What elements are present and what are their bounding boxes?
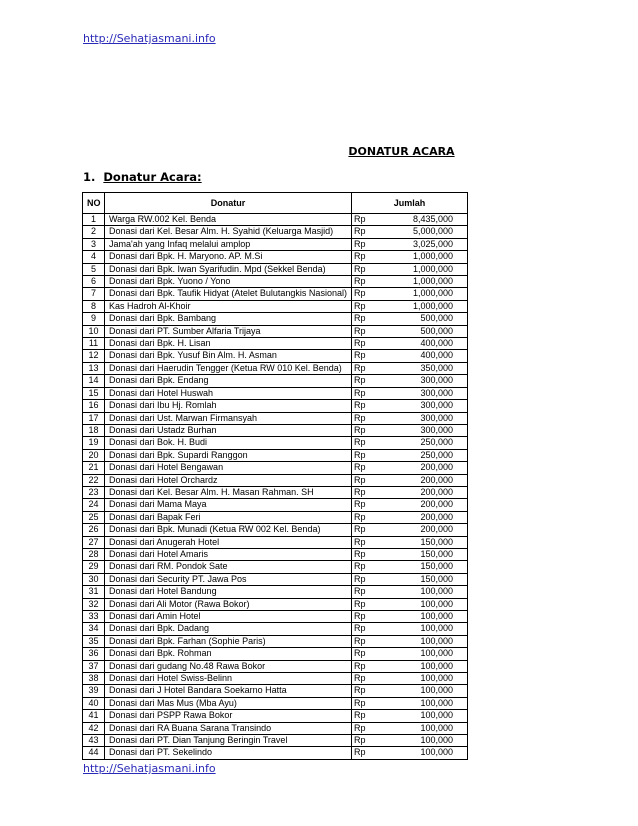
row-number: 24 [83, 499, 105, 511]
donation-amount: 100,000 [382, 611, 468, 623]
currency-label: Rp [352, 710, 382, 722]
table-row [83, 362, 468, 374]
table-row [83, 375, 468, 387]
donor-name: Donasi dari Bpk. Yuono / Yono [105, 276, 352, 288]
row-number: 12 [83, 350, 105, 362]
row-number: 21 [83, 462, 105, 474]
donation-amount: 1,000,000 [382, 300, 468, 312]
currency-label: Rp [352, 400, 382, 412]
table-row [83, 449, 468, 461]
currency-label: Rp [352, 573, 382, 585]
table-row [83, 548, 468, 560]
table-row [83, 387, 468, 399]
donor-name: Donasi dari Hotel Bengawan [105, 462, 352, 474]
table-row [83, 238, 468, 250]
donation-amount: 3,025,000 [382, 238, 468, 250]
currency-label: Rp [352, 251, 382, 263]
table-row [83, 350, 468, 362]
donor-name: Donasi dari Bpk. Rohman [105, 648, 352, 660]
donation-amount: 100,000 [382, 660, 468, 672]
donation-amount: 100,000 [382, 697, 468, 709]
donation-amount: 200,000 [382, 499, 468, 511]
currency-label: Rp [352, 226, 382, 238]
header-link[interactable]: http://Sehatjasmani.info [83, 32, 216, 45]
row-number: 15 [83, 387, 105, 399]
table-row [83, 673, 468, 685]
donation-amount: 300,000 [382, 375, 468, 387]
currency-label: Rp [352, 611, 382, 623]
donation-amount: 250,000 [382, 437, 468, 449]
donor-name: Donasi dari Hotel Huswah [105, 387, 352, 399]
table-row [83, 611, 468, 623]
donor-name: Donasi dari PT. Sekelindo [105, 747, 352, 759]
donor-name: Donasi dari Anugerah Hotel [105, 536, 352, 548]
table-row [83, 251, 468, 263]
donor-name: Donasi dari RA Buana Sarana Transindo [105, 722, 352, 734]
table-row [83, 214, 468, 226]
donation-amount: 1,000,000 [382, 288, 468, 300]
donation-amount: 100,000 [382, 586, 468, 598]
header-jumlah: Jumlah [352, 193, 468, 214]
currency-label: Rp [352, 524, 382, 536]
row-number: 8 [83, 300, 105, 312]
currency-label: Rp [352, 313, 382, 325]
table-row [83, 400, 468, 412]
donation-amount: 100,000 [382, 635, 468, 647]
donor-name: Donasi dari PT. Dian Tanjung Beringin Travel [105, 735, 352, 747]
donation-amount: 150,000 [382, 573, 468, 585]
row-number: 9 [83, 313, 105, 325]
donor-name: Donasi dari Kel. Besar Alm. H. Masan Rahman. SH [105, 486, 352, 498]
donation-amount: 200,000 [382, 462, 468, 474]
currency-label: Rp [352, 214, 382, 226]
table-row [83, 573, 468, 585]
table-row [83, 561, 468, 573]
currency-label: Rp [352, 673, 382, 685]
row-number: 22 [83, 474, 105, 486]
row-number: 14 [83, 375, 105, 387]
currency-label: Rp [352, 648, 382, 660]
table-header-row [83, 193, 468, 214]
currency-label: Rp [352, 548, 382, 560]
donor-name: Donasi dari Bpk. Farhan (Sophie Paris) [105, 635, 352, 647]
donation-amount: 5,000,000 [382, 226, 468, 238]
row-number: 42 [83, 722, 105, 734]
donor-name: Donasi dari Bpk. Taufik Hidyat (Atelet Bulutangkis Nasional) [105, 288, 352, 300]
row-number: 18 [83, 424, 105, 436]
table-row [83, 648, 468, 660]
table-row [83, 722, 468, 734]
donor-name: Donasi dari Hotel Bandung [105, 586, 352, 598]
currency-label: Rp [352, 511, 382, 523]
currency-label: Rp [352, 300, 382, 312]
donation-amount: 100,000 [382, 598, 468, 610]
table-row [83, 412, 468, 424]
currency-label: Rp [352, 598, 382, 610]
row-number: 33 [83, 611, 105, 623]
donation-amount: 300,000 [382, 424, 468, 436]
row-number: 39 [83, 685, 105, 697]
table-row [83, 486, 468, 498]
donor-table [82, 192, 468, 760]
donor-name: Donasi dari Bpk. Endang [105, 375, 352, 387]
table-row [83, 660, 468, 672]
donation-amount: 100,000 [382, 747, 468, 759]
currency-label: Rp [352, 350, 382, 362]
table-row [83, 586, 468, 598]
donor-name: Donasi dari PSPP Rawa Bokor [105, 710, 352, 722]
footer-link[interactable]: http://Sehatjasmani.info [83, 762, 216, 775]
currency-label: Rp [352, 412, 382, 424]
table-row [83, 735, 468, 747]
currency-label: Rp [352, 722, 382, 734]
donation-amount: 100,000 [382, 648, 468, 660]
table-row [83, 499, 468, 511]
donation-amount: 100,000 [382, 722, 468, 734]
donor-name: Donasi dari Hotel Amaris [105, 548, 352, 560]
currency-label: Rp [352, 338, 382, 350]
table-row [83, 697, 468, 709]
donation-amount: 100,000 [382, 685, 468, 697]
row-number: 29 [83, 561, 105, 573]
donation-amount: 200,000 [382, 511, 468, 523]
donation-amount: 300,000 [382, 387, 468, 399]
row-number: 37 [83, 660, 105, 672]
donor-name: Donasi dari Haerudin Tengger (Ketua RW 010 Kel. Benda) [105, 362, 352, 374]
row-number: 2 [83, 226, 105, 238]
currency-label: Rp [352, 362, 382, 374]
currency-label: Rp [352, 387, 382, 399]
table-row [83, 313, 468, 325]
donor-name: Donasi dari Mas Mus (Mba Ayu) [105, 697, 352, 709]
currency-label: Rp [352, 375, 382, 387]
row-number: 28 [83, 548, 105, 560]
donor-name: Donasi dari Bpk. Dadang [105, 623, 352, 635]
section-heading [83, 170, 202, 184]
donor-name: Donasi dari Bpk. Yusuf Bin Alm. H. Asman [105, 350, 352, 362]
table-row [83, 424, 468, 436]
row-number: 10 [83, 325, 105, 337]
donation-amount: 350,000 [382, 362, 468, 374]
currency-label: Rp [352, 449, 382, 461]
donation-amount: 150,000 [382, 548, 468, 560]
row-number: 4 [83, 251, 105, 263]
row-number: 32 [83, 598, 105, 610]
table-row [83, 300, 468, 312]
currency-label: Rp [352, 325, 382, 337]
donation-amount: 1,000,000 [382, 251, 468, 263]
table-row [83, 474, 468, 486]
donor-name: Donasi dari Bapak Feri [105, 511, 352, 523]
donor-name: Donasi dari Kel. Besar Alm. H. Syahid (Keluarga Masjid) [105, 226, 352, 238]
table-row [83, 226, 468, 238]
donation-amount: 200,000 [382, 486, 468, 498]
row-number: 43 [83, 735, 105, 747]
donation-amount: 300,000 [382, 400, 468, 412]
row-number: 41 [83, 710, 105, 722]
currency-label: Rp [352, 735, 382, 747]
row-number: 27 [83, 536, 105, 548]
table-row [83, 536, 468, 548]
row-number: 26 [83, 524, 105, 536]
donation-amount: 200,000 [382, 524, 468, 536]
table-row [83, 685, 468, 697]
currency-label: Rp [352, 623, 382, 635]
currency-label: Rp [352, 474, 382, 486]
donor-name: Donasi dari Bpk. H. Lisan [105, 338, 352, 350]
row-number: 11 [83, 338, 105, 350]
table-row [83, 338, 468, 350]
donor-name: Donasi dari Amin Hotel [105, 611, 352, 623]
table-row [83, 462, 468, 474]
row-number: 20 [83, 449, 105, 461]
row-number: 17 [83, 412, 105, 424]
currency-label: Rp [352, 697, 382, 709]
currency-label: Rp [352, 586, 382, 598]
currency-label: Rp [352, 263, 382, 275]
currency-label: Rp [352, 536, 382, 548]
currency-label: Rp [352, 486, 382, 498]
currency-label: Rp [352, 685, 382, 697]
row-number: 6 [83, 276, 105, 288]
donor-name: Donasi dari J Hotel Bandara Soekarno Hatta [105, 685, 352, 697]
donor-name: Donasi dari Bpk. H. Maryono. AP. M.Si [105, 251, 352, 263]
donor-name: Donasi dari Ust. Marwan Firmansyah [105, 412, 352, 424]
currency-label: Rp [352, 499, 382, 511]
donation-amount: 100,000 [382, 673, 468, 685]
header-donatur: Donatur [105, 193, 352, 214]
currency-label: Rp [352, 424, 382, 436]
row-number: 31 [83, 586, 105, 598]
donor-name: Donasi dari Ustadz Burhan [105, 424, 352, 436]
currency-label: Rp [352, 437, 382, 449]
donor-name: Donasi dari Mama Maya [105, 499, 352, 511]
donor-name: Donasi dari Bok. H. Budi [105, 437, 352, 449]
donor-name: Jama'ah yang Infaq melalui amplop [105, 238, 352, 250]
table-row [83, 325, 468, 337]
row-number: 44 [83, 747, 105, 759]
document-title: DONATUR ACARA [348, 145, 455, 158]
row-number: 16 [83, 400, 105, 412]
donation-amount: 400,000 [382, 338, 468, 350]
table-row [83, 623, 468, 635]
donation-amount: 250,000 [382, 449, 468, 461]
donation-amount: 1,000,000 [382, 276, 468, 288]
currency-label: Rp [352, 747, 382, 759]
row-number: 36 [83, 648, 105, 660]
header-no: NO [83, 193, 105, 214]
table-row [83, 598, 468, 610]
table-row [83, 511, 468, 523]
row-number: 23 [83, 486, 105, 498]
row-number: 34 [83, 623, 105, 635]
row-number: 40 [83, 697, 105, 709]
currency-label: Rp [352, 660, 382, 672]
currency-label: Rp [352, 635, 382, 647]
table-row [83, 437, 468, 449]
donor-name: Donasi dari gudang No.48 Rawa Bokor [105, 660, 352, 672]
donation-amount: 200,000 [382, 474, 468, 486]
row-number: 30 [83, 573, 105, 585]
donation-amount: 500,000 [382, 325, 468, 337]
donor-name: Donasi dari Security PT. Jawa Pos [105, 573, 352, 585]
row-number: 38 [83, 673, 105, 685]
donor-name: Donasi dari Hotel Swiss-Belinn [105, 673, 352, 685]
donation-amount: 150,000 [382, 536, 468, 548]
donation-amount: 400,000 [382, 350, 468, 362]
currency-label: Rp [352, 561, 382, 573]
row-number: 35 [83, 635, 105, 647]
donor-name: Donasi dari Bpk. Munadi (Ketua RW 002 Kel. Benda) [105, 524, 352, 536]
section-label: Donatur Acara: [103, 170, 202, 184]
donor-name: Donasi dari RM. Pondok Sate [105, 561, 352, 573]
table-row [83, 276, 468, 288]
currency-label: Rp [352, 288, 382, 300]
table-row [83, 524, 468, 536]
row-number: 5 [83, 263, 105, 275]
row-number: 1 [83, 214, 105, 226]
donor-name: Donasi dari Hotel Orchardz [105, 474, 352, 486]
currency-label: Rp [352, 276, 382, 288]
donation-amount: 8,435,000 [382, 214, 468, 226]
currency-label: Rp [352, 238, 382, 250]
row-number: 3 [83, 238, 105, 250]
donation-amount: 150,000 [382, 561, 468, 573]
table-row [83, 710, 468, 722]
donation-amount: 100,000 [382, 710, 468, 722]
table-row [83, 747, 468, 759]
donor-name: Donasi dari Bpk. Bambang [105, 313, 352, 325]
donor-name: Warga RW.002 Kel. Benda [105, 214, 352, 226]
donation-amount: 100,000 [382, 623, 468, 635]
row-number: 7 [83, 288, 105, 300]
donor-name: Donasi dari Ibu Hj. Romlah [105, 400, 352, 412]
row-number: 19 [83, 437, 105, 449]
donation-amount: 500,000 [382, 313, 468, 325]
table-row [83, 635, 468, 647]
section-number: 1. [83, 170, 96, 184]
donor-name: Donasi dari Bpk. Iwan Syarifudin. Mpd (Sekkel Benda) [105, 263, 352, 275]
donor-name: Donasi dari PT. Sumber Alfaria Trijaya [105, 325, 352, 337]
currency-label: Rp [352, 462, 382, 474]
donor-name: Donasi dari Bpk. Supardi Ranggon [105, 449, 352, 461]
donor-name: Donasi dari Ali Motor (Rawa Bokor) [105, 598, 352, 610]
row-number: 13 [83, 362, 105, 374]
donation-amount: 300,000 [382, 412, 468, 424]
donation-amount: 1,000,000 [382, 263, 468, 275]
table-row [83, 263, 468, 275]
donation-amount: 100,000 [382, 735, 468, 747]
donor-name: Kas Hadroh Al-Khoir [105, 300, 352, 312]
table-row [83, 288, 468, 300]
row-number: 25 [83, 511, 105, 523]
